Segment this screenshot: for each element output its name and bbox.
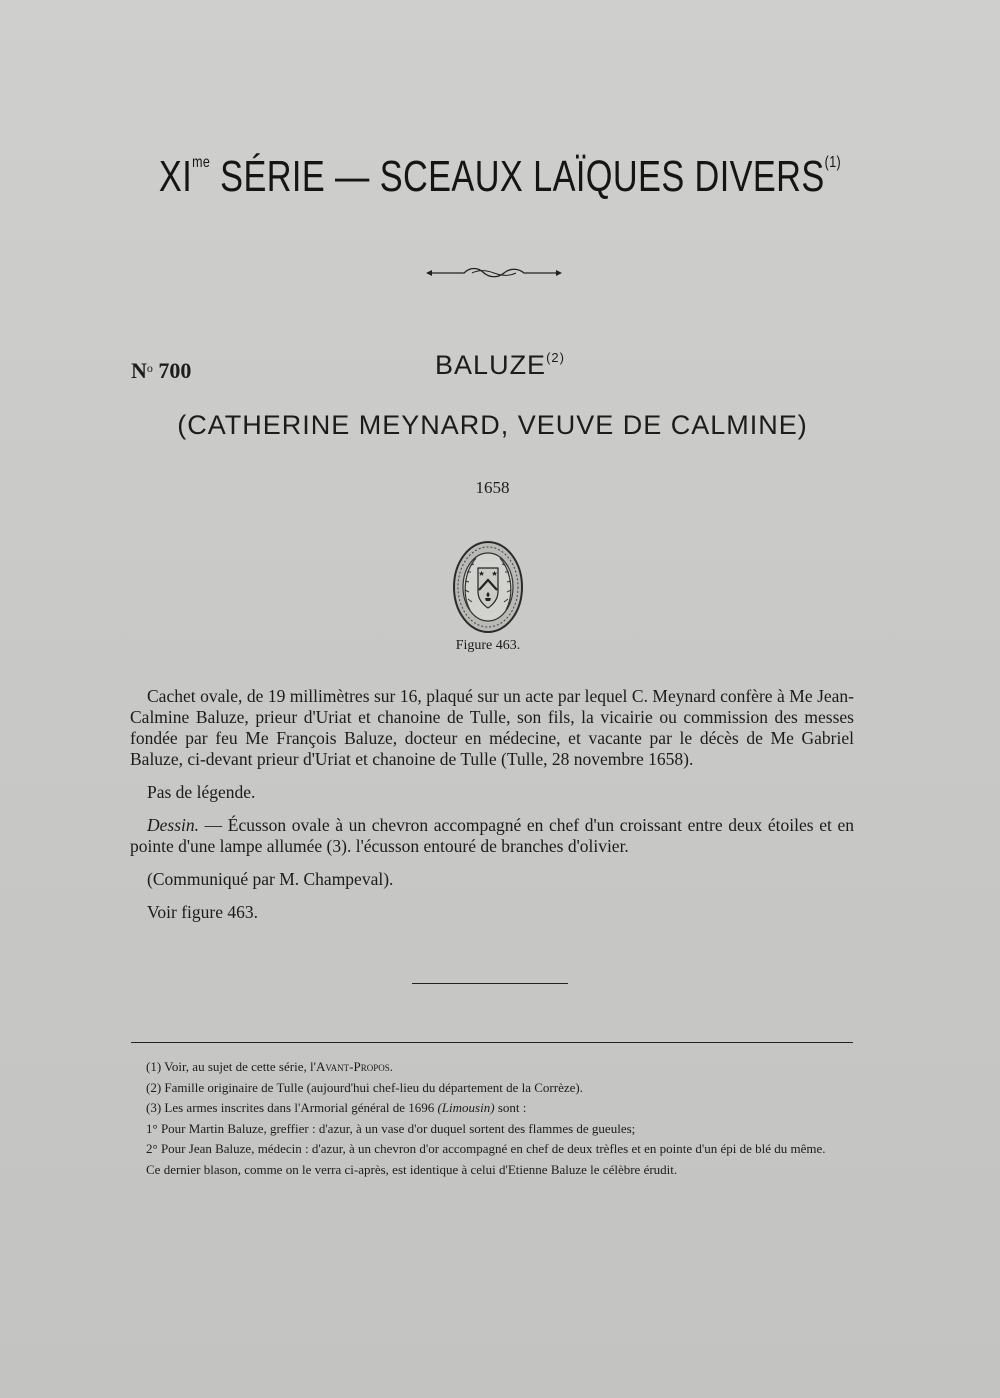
series-sup: me [192, 154, 211, 171]
footnotes [130, 1058, 854, 1181]
entry-name [0, 350, 1000, 381]
entry-number-prefix: N [131, 358, 147, 383]
figure-caption: Figure 463. [455, 638, 521, 653]
paragraph-see-figure: Voir figure 463. [147, 902, 258, 922]
paragraph-communicated: (Communiqué par M. Champeval). [147, 869, 394, 889]
drawing-label: Dessin. [147, 815, 200, 835]
paragraph-legend: Pas de légende. [147, 782, 256, 802]
footnote-3-item-1: 1° Pour Martin Baluze, greffier : d'azur, à un vase d'or duquel sortent des flammes de gueules; [146, 1120, 636, 1136]
ornament-divider-icon [424, 264, 564, 282]
entry-name-text: BALUZE [435, 350, 547, 380]
footnote-3-region: (Limousin) [437, 1100, 495, 1115]
series-number: XI [158, 152, 193, 201]
series-title-text: SÉRIE — SCEAUX LAÏQUES DIVERS [220, 152, 825, 201]
footnote-divider [131, 1042, 853, 1043]
footnote-1 [130, 1058, 854, 1077]
paragraph-drawing [130, 815, 854, 857]
footnote-3 [130, 1099, 854, 1118]
footnote-3-text: (3) Les armes inscrites dans l'Armorial général de 1696 [146, 1100, 438, 1115]
entry-name-footnote-ref: (2) [546, 350, 565, 365]
body-text [130, 686, 854, 935]
footnote-1-ref: Avant-Propos [315, 1059, 390, 1074]
footnote-2: (2) Famille originaire de Tulle (aujourd'hui chef-lieu du département de la Corrèze). [146, 1079, 583, 1095]
footnote-1-end: . [389, 1059, 393, 1074]
paragraph-description: Cachet ovale, de 19 millimètres sur 16, plaqué sur un acte par lequel C. Meynard confère à Me Jean-Calmine Baluze, prieur d'Uriat et chanoine de Tulle, son fils, la vicairie ou commission des messes fondée par feu Me François Baluze, docteur en médecine, et vacante par le décès de Me Gabriel Baluze, ci-devant prieur d'Uriat et chanoine de Tulle (Tulle, 28 novembre 1658). [130, 686, 854, 769]
series-footnote-ref: (1) [824, 154, 842, 171]
footnote-1-text: (1) Voir, au sujet de cette série, l' [146, 1059, 316, 1074]
entry-subname: (CATHERINE MEYNARD, VEUVE DE CALMINE) [177, 410, 808, 440]
seal-image [452, 540, 524, 634]
drawing-text: — Écusson ovale à un chevron accompagné en chef d'un croissant entre deux étoiles et en pointe d'une lampe allumée (3). l'écusson entouré de branches d'olivier. [130, 815, 854, 856]
entry-number-sup: o [146, 361, 153, 375]
entry-number-value: 700 [158, 358, 192, 383]
footnote-3-item-2: 2° Pour Jean Baluze, médecin : d'azur, à un chevron d'or accompagné en chef de deux trèfles et en pointe d'un épi de blé du même. [146, 1141, 826, 1156]
section-divider [412, 983, 568, 984]
footnote-3-conclusion: Ce dernier blason, comme on le verra ci-après, est identique à celui d'Etienne Baluze le célèbre érudit. [146, 1161, 678, 1177]
entry-year: 1658 [475, 478, 510, 497]
footnote-3-end: sont : [494, 1100, 527, 1115]
series-title [110, 152, 890, 202]
